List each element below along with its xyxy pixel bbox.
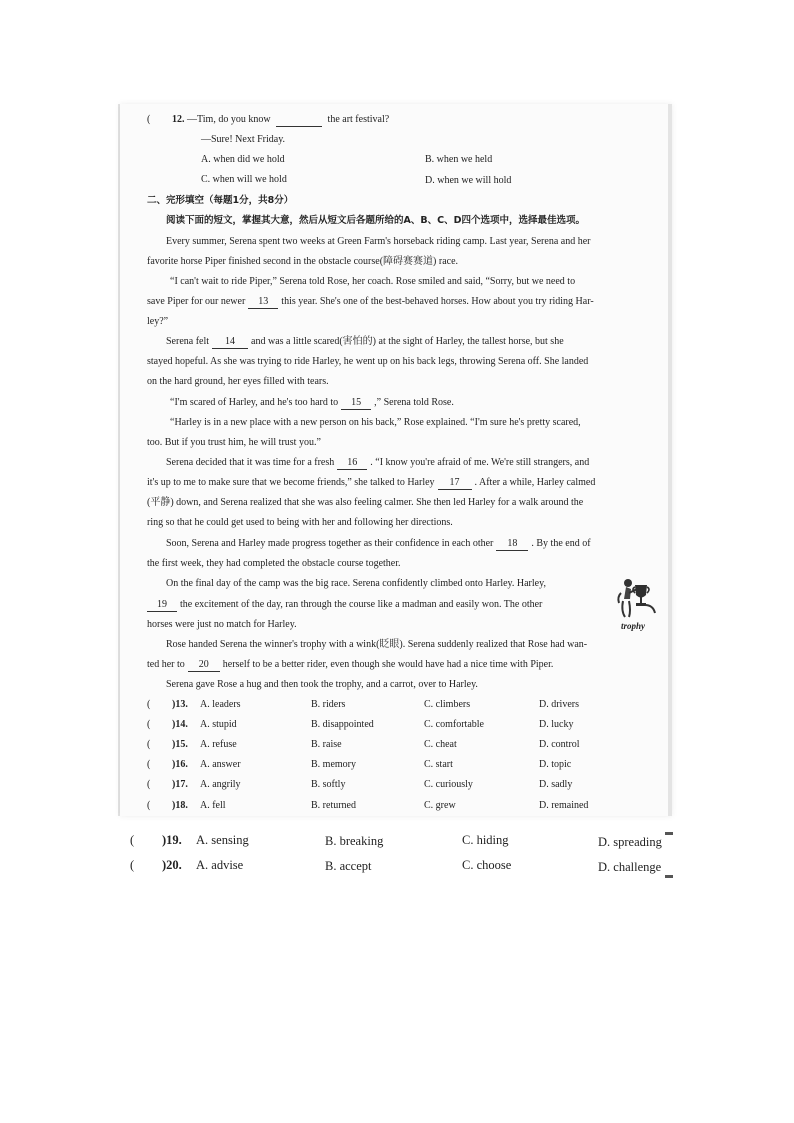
option-d[interactable]: D. topic: [539, 759, 572, 770]
option-a[interactable]: A. answer: [200, 759, 241, 770]
passage-line: Serena gave Rose a hug and then took the trophy, and a carrot, over to Harley.: [166, 679, 478, 690]
section-instruction: 阅读下面的短文，掌握其大意，然后从短文后各题所给的A、B、C、D四个选项中，选择最佳选项。: [166, 215, 585, 226]
q12-paren: (: [147, 114, 151, 125]
question-number: )13.: [172, 699, 188, 710]
passage-line: ley?”: [147, 316, 169, 327]
option-c[interactable]: C. climbers: [424, 699, 471, 710]
passage-line: horses were just no match for Harley.: [147, 619, 297, 630]
blank-17[interactable]: 17: [438, 476, 472, 490]
answer-paren[interactable]: (: [147, 699, 151, 710]
option-a[interactable]: A. advise: [196, 858, 244, 872]
passage-line: “I'm scared of Harley, and he's too hard to 15 ,” Serena told Rose.: [170, 397, 454, 408]
question-number: )20.: [162, 858, 182, 872]
answer-paren[interactable]: (: [147, 759, 151, 770]
q12-option-c[interactable]: C. when will we hold: [201, 174, 287, 185]
option-b[interactable]: B. breaking: [325, 834, 384, 848]
option-b[interactable]: B. raise: [311, 739, 342, 750]
question-number: )17.: [172, 779, 188, 790]
option-d[interactable]: D. drivers: [539, 699, 579, 710]
passage-line: on the hard ground, her eyes filled with tears.: [147, 376, 329, 387]
question-number: )16.: [172, 759, 188, 770]
question-number: )18.: [172, 800, 188, 811]
passage-line: the first week, they had completed the obstacle course together.: [147, 558, 401, 569]
blank-15[interactable]: 15: [341, 396, 371, 410]
option-a[interactable]: A. stupid: [200, 719, 237, 730]
blank-18[interactable]: 18: [496, 537, 528, 551]
answer-paren[interactable]: (: [147, 719, 151, 730]
passage-line: “I can't wait to ride Piper,” Serena told Rose, her coach. Rose smiled and said, “Sorry, but we need to: [170, 276, 576, 287]
passage-line: ted her to 20 herself to be a better rider, even though she would have had a nice time with Piper.: [147, 659, 554, 670]
q12-stem: 12. —Tim, do you know the art festival?: [172, 114, 390, 125]
passage-line: ring so that he could get used to being with her and following her directions.: [147, 517, 453, 528]
q12-blank[interactable]: [276, 113, 322, 127]
option-d[interactable]: D. spreading: [598, 835, 662, 849]
option-a[interactable]: A. angrily: [200, 779, 241, 790]
option-d[interactable]: D. sadly: [539, 779, 573, 790]
question-number: )15.: [172, 739, 188, 750]
scan-mark: [665, 832, 673, 835]
option-b[interactable]: B. accept: [325, 859, 372, 873]
option-b[interactable]: B. riders: [311, 699, 346, 710]
blank-16[interactable]: 16: [337, 456, 367, 470]
trophy-rider-icon: [615, 575, 659, 621]
answer-paren[interactable]: (: [147, 739, 151, 750]
option-a[interactable]: A. sensing: [196, 833, 249, 847]
option-a[interactable]: A. fell: [200, 800, 226, 811]
option-d[interactable]: D. control: [539, 739, 580, 750]
q12-option-a[interactable]: A. when did we hold: [201, 154, 285, 165]
q12-option-d[interactable]: D. when we will hold: [425, 175, 512, 186]
option-d[interactable]: D. lucky: [539, 719, 574, 730]
trophy-caption: trophy: [621, 621, 646, 631]
passage-line: “Harley is in a new place with a new person on his back,” Rose explained. “I'm sure he's pretty scared,: [170, 417, 581, 428]
question-number: )19.: [162, 833, 182, 847]
passage-line: Soon, Serena and Harley made progress together as their confidence in each other 18 . By the end of: [166, 538, 591, 549]
option-c[interactable]: C. hiding: [462, 833, 509, 847]
option-c[interactable]: C. choose: [462, 858, 512, 872]
passage-line: favorite horse Piper finished second in the obstacle course(障碍赛赛道) race.: [147, 256, 459, 267]
passage-line: stayed hopeful. As she was trying to ride Harley, he went up on his back legs, throwing Serena off. She landed: [147, 356, 589, 367]
option-b[interactable]: B. returned: [311, 800, 356, 811]
passage-line: Serena felt 14 and was a little scared(害怕的) at the sight of Harley, the tallest horse, but she: [166, 336, 564, 347]
page-edge-right: [668, 104, 672, 816]
option-d[interactable]: D. challenge: [598, 860, 662, 874]
option-c[interactable]: C. comfortable: [424, 719, 484, 730]
option-c[interactable]: C. start: [424, 759, 453, 770]
passage-line: (平静) down, and Serena realized that she was also feeling calmer. She then led Harley for a walk around the: [147, 497, 584, 508]
passage-line: save Piper for our newer 13 this year. She's one of the best-behaved horses. How about you try riding Har-: [147, 296, 594, 307]
passage-line: On the final day of the camp was the big race. Serena confidently climbed onto Harley. Harley,: [166, 578, 546, 589]
answer-paren[interactable]: (: [147, 800, 151, 811]
option-a[interactable]: A. leaders: [200, 699, 241, 710]
q12-option-b[interactable]: B. when we held: [425, 154, 493, 165]
option-b[interactable]: B. memory: [311, 759, 356, 770]
scan-mark: [665, 875, 673, 878]
passage-line: too. But if you trust him, he will trust you.”: [147, 437, 321, 448]
blank-13[interactable]: 13: [248, 295, 278, 309]
answer-paren[interactable]: (: [130, 858, 135, 872]
passage-line: Serena decided that it was time for a fresh 16 . “I know you're afraid of me. We're still strangers, and: [166, 457, 590, 468]
option-b[interactable]: B. disappointed: [311, 719, 374, 730]
answer-paren[interactable]: (: [147, 779, 151, 790]
blank-19[interactable]: 19: [147, 598, 177, 612]
passage-line: 19 the excitement of the day, ran through the course like a madman and easily won. The other: [147, 598, 542, 612]
passage-line: Rose handed Serena the winner's trophy with a wink(眨眼). Serena suddenly realized that Rose had wan-: [166, 639, 588, 650]
option-d[interactable]: D. remained: [539, 800, 589, 811]
option-c[interactable]: C. curiously: [424, 779, 473, 790]
option-c[interactable]: C. grew: [424, 800, 456, 811]
section-title: 二、完形填空（每题1分，共8分）: [147, 195, 294, 206]
passage-line: it's up to me to make sure that we become friends,” she talked to Harley 17 . After a while, Harley calmed: [147, 477, 596, 488]
blank-14[interactable]: 14: [212, 335, 248, 349]
q12-reply: —Sure! Next Friday.: [201, 134, 286, 145]
option-a[interactable]: A. refuse: [200, 739, 237, 750]
option-c[interactable]: C. cheat: [424, 739, 457, 750]
answer-paren[interactable]: (: [130, 833, 135, 847]
passage-line: Every summer, Serena spent two weeks at Green Farm's horseback riding camp. Last year, Serena and her: [166, 236, 591, 247]
blank-20[interactable]: 20: [188, 658, 220, 672]
question-number: )14.: [172, 719, 188, 730]
option-b[interactable]: B. softly: [311, 779, 346, 790]
